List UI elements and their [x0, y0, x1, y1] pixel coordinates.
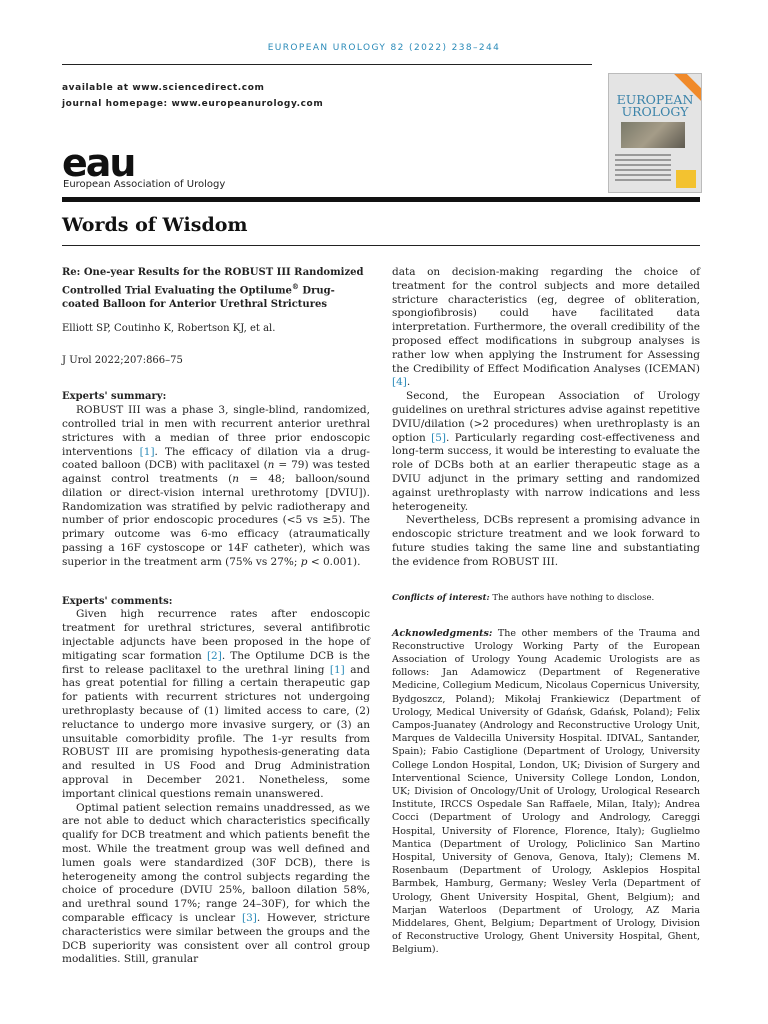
comments-paragraph-4: Nevertheless, DCBs represent a promising advance in endoscopic stricture treatment and we look forward to future studies taking the same line and substantiating the evidence from ROBUST III. [392, 514, 700, 568]
summary-heading: Experts' summary: [62, 391, 167, 403]
eau-logo-subtitle: European Association of Urology [63, 179, 226, 190]
section-title: Words of Wisdom [62, 214, 248, 236]
article-authors: Elliott SP, Coutinho K, Robertson KJ, et al. [62, 322, 276, 334]
journal-header: EUROPEAN UROLOGY 82 (2022) 238–244 [267, 43, 501, 53]
right-column [392, 266, 700, 957]
comments-paragraph-1: Given high recurrence rates after endoscopic treatment for urethral strictures, several antifibrotic injectable adjuncts have been proposed in the hope of mitigating scar formation [2]. The Optilume DCB is the first to release paclitaxel to the urethral lining [1] and has great potential for filling a certain therapeutic gap for patients with recurrent strictures not undergoing urethroplasty because of (1) limited access to care, (2) reluctance to undergo more invasive surgery, or (3) an unsuitable comorbidity profile. The 1-yr results from ROBUST III are promising hypothesis-generating data and resulted in US Food and Drug Administration approval in December 2021. Nonetheless, some important clinical questions remain unanswered. [62, 608, 370, 800]
experts-summary [62, 390, 370, 569]
experts-comments [62, 595, 370, 968]
reference-link[interactable]: [2] [206, 649, 222, 662]
section-rule-thick [62, 197, 700, 202]
summary-paragraph: ROBUST III was a phase 3, single-blind, randomized, controlled trial in men with recurrent anterior urethral strictures with a median of three prior endoscopic interventions [1]. The efficacy of dilation via a drug-coated balloon (DCB) with paclitaxel (n = 79) was tested against control treatments (n = 48; balloon/sound dilation or direct-vision internal urethrotomy [DVIU]). Randomization was stratified by pelvic radiotherapy and number of prior endoscopic procedures (<5 vs ≥5). The primary outcome was 6-mo efficacy (atraumatically passing a 16F cystoscope or 14F catheter), which was superior in the treatment arm (75% vs 27%; p < 0.001). [62, 404, 371, 568]
journal-links [62, 81, 323, 112]
reference-link[interactable]: [1] [329, 663, 345, 676]
sciencedirect-link[interactable]: available at www.sciencedirect.com [62, 83, 265, 93]
cover-badge [676, 170, 696, 188]
cover-photo [621, 122, 685, 148]
comments-paragraph-2a: Optimal patient selection remains unaddressed, as we are not able to deduct which characteristics specifically qualify for DCB treatment and which patients benefit the most. While the treatment group was well defined and lumen goals were standardized (30F DCB), there is heterogeneity among the control subjects regarding the choice of procedure (DVIU 25%, balloon dilation 58%, and urethral sound 17%; range 24–30F), for which the comparable efficacy is unclear [3]. However, stricture characteristics were similar between the groups and the DCB superiority was consistent over all control group modalities. Still, granular [62, 801, 370, 966]
header-rule [62, 64, 592, 65]
journal-cover-image[interactable] [608, 73, 702, 193]
acknowledgments: Acknowledgments: The other members of the Trauma and Reconstructive Urology Working Party of the European Association of Urology Young Academic Urologists are as follows: Jan Adamowicz (Department of Regenerative Medicine, Collegium Medicum, Nicolaus Copernicus University, Bydgoszcz, Poland); Mikołaj Frankiewicz (Department of Urology, Medical University of Gdańsk, Gdańsk, Poland); Felix Campos-Juanatey (Andrology and Reconstructive Urology Unit, Marques de Valdecilla University Hospital. IDIVAL, Santander, Spain); Fabio Castiglione (Department of Urology, University College London Hospital, London, UK; Division of Surgery and Interventional Science, University College London, London, UK; Division of Oncology/Unit of Urology, Urological Research Institute, IRCCS Ospedale San Raffaele, Milan, Italy); Andrea Cocci (Department of Urology and Andrology, Careggi Hospital, University of Florence, Florence, Italy); Guglielmo Mantica (Department of Urology, Policlinico San Martino Hospital, University of Genova, Genova, Italy); Clemens M. Rosenbaum (Department of Urology, Asklepios Hospital Barmbek, Hamburg, Germany; Wesley Verla (Department of Urology, Ghent University Hospital, Ghent, Belgium); and Marjan Waterloos (Department of Urology, AZ Maria Middelares, Ghent, Belgium; Department of Urology, Division of Reconstructive Urology, Ghent University Hospital, Ghent, Belgium). [392, 627, 700, 956]
section-rule-thin [62, 245, 700, 246]
reference-link[interactable]: [1] [139, 445, 155, 458]
cover-text-lines [615, 154, 671, 184]
cover-title-line2: UROLOGY [621, 104, 689, 119]
cover-title-line1: EUROPEAN [616, 92, 694, 107]
article-citation: J Urol 2022;207:866–75 [62, 354, 183, 366]
reference-link[interactable]: [3] [242, 912, 257, 924]
homepage-link[interactable]: journal homepage: www.europeanurology.com [62, 98, 324, 109]
reference-link[interactable]: [4] [392, 376, 407, 389]
cover-title [611, 94, 699, 118]
article-title: Re: One-year Results for the ROBUST III Randomized Controlled Trial Evaluating the Optilume® Drug-coated Balloon for Anterior Urethral Strictures [62, 267, 364, 310]
eau-logo-wordmark: eau [62, 146, 135, 185]
reference-link[interactable]: [5] [431, 431, 446, 444]
conflicts-of-interest: Conflicts of interest: The authors have nothing to disclose. [392, 592, 655, 603]
comments-paragraph-2b: data on decision-making regarding the choice of treatment for the control subjects and more detailed stricture characteristics (eg, degree of obliteration, spongiofibrosis) could have facilitated data interpretation. Furthermore, the overall credibility of the proposed effect modifications in subgroup analyses is rather low when applying the Instrument for Assessing the Credibility of Effect Modification Analyses (ICEMAN) [4]. [392, 266, 700, 389]
left-column [62, 266, 370, 967]
comments-paragraph-3: Second, the European Association of Urology guidelines on urethral strictures advise against repetitive DVIU/dilation (>2 procedures) when urethroplasty is an option [5]. Particularly regarding cost-effectiveness and long-term success, it would be interesting to evaluate the role of DCBs both at an earlier therapeutic stage as a DVIU adjunct in the primary setting and randomized against urethroplasty with narrow indications and less heterogeneity. [392, 390, 700, 513]
comments-heading: Experts' comments: [62, 595, 173, 607]
